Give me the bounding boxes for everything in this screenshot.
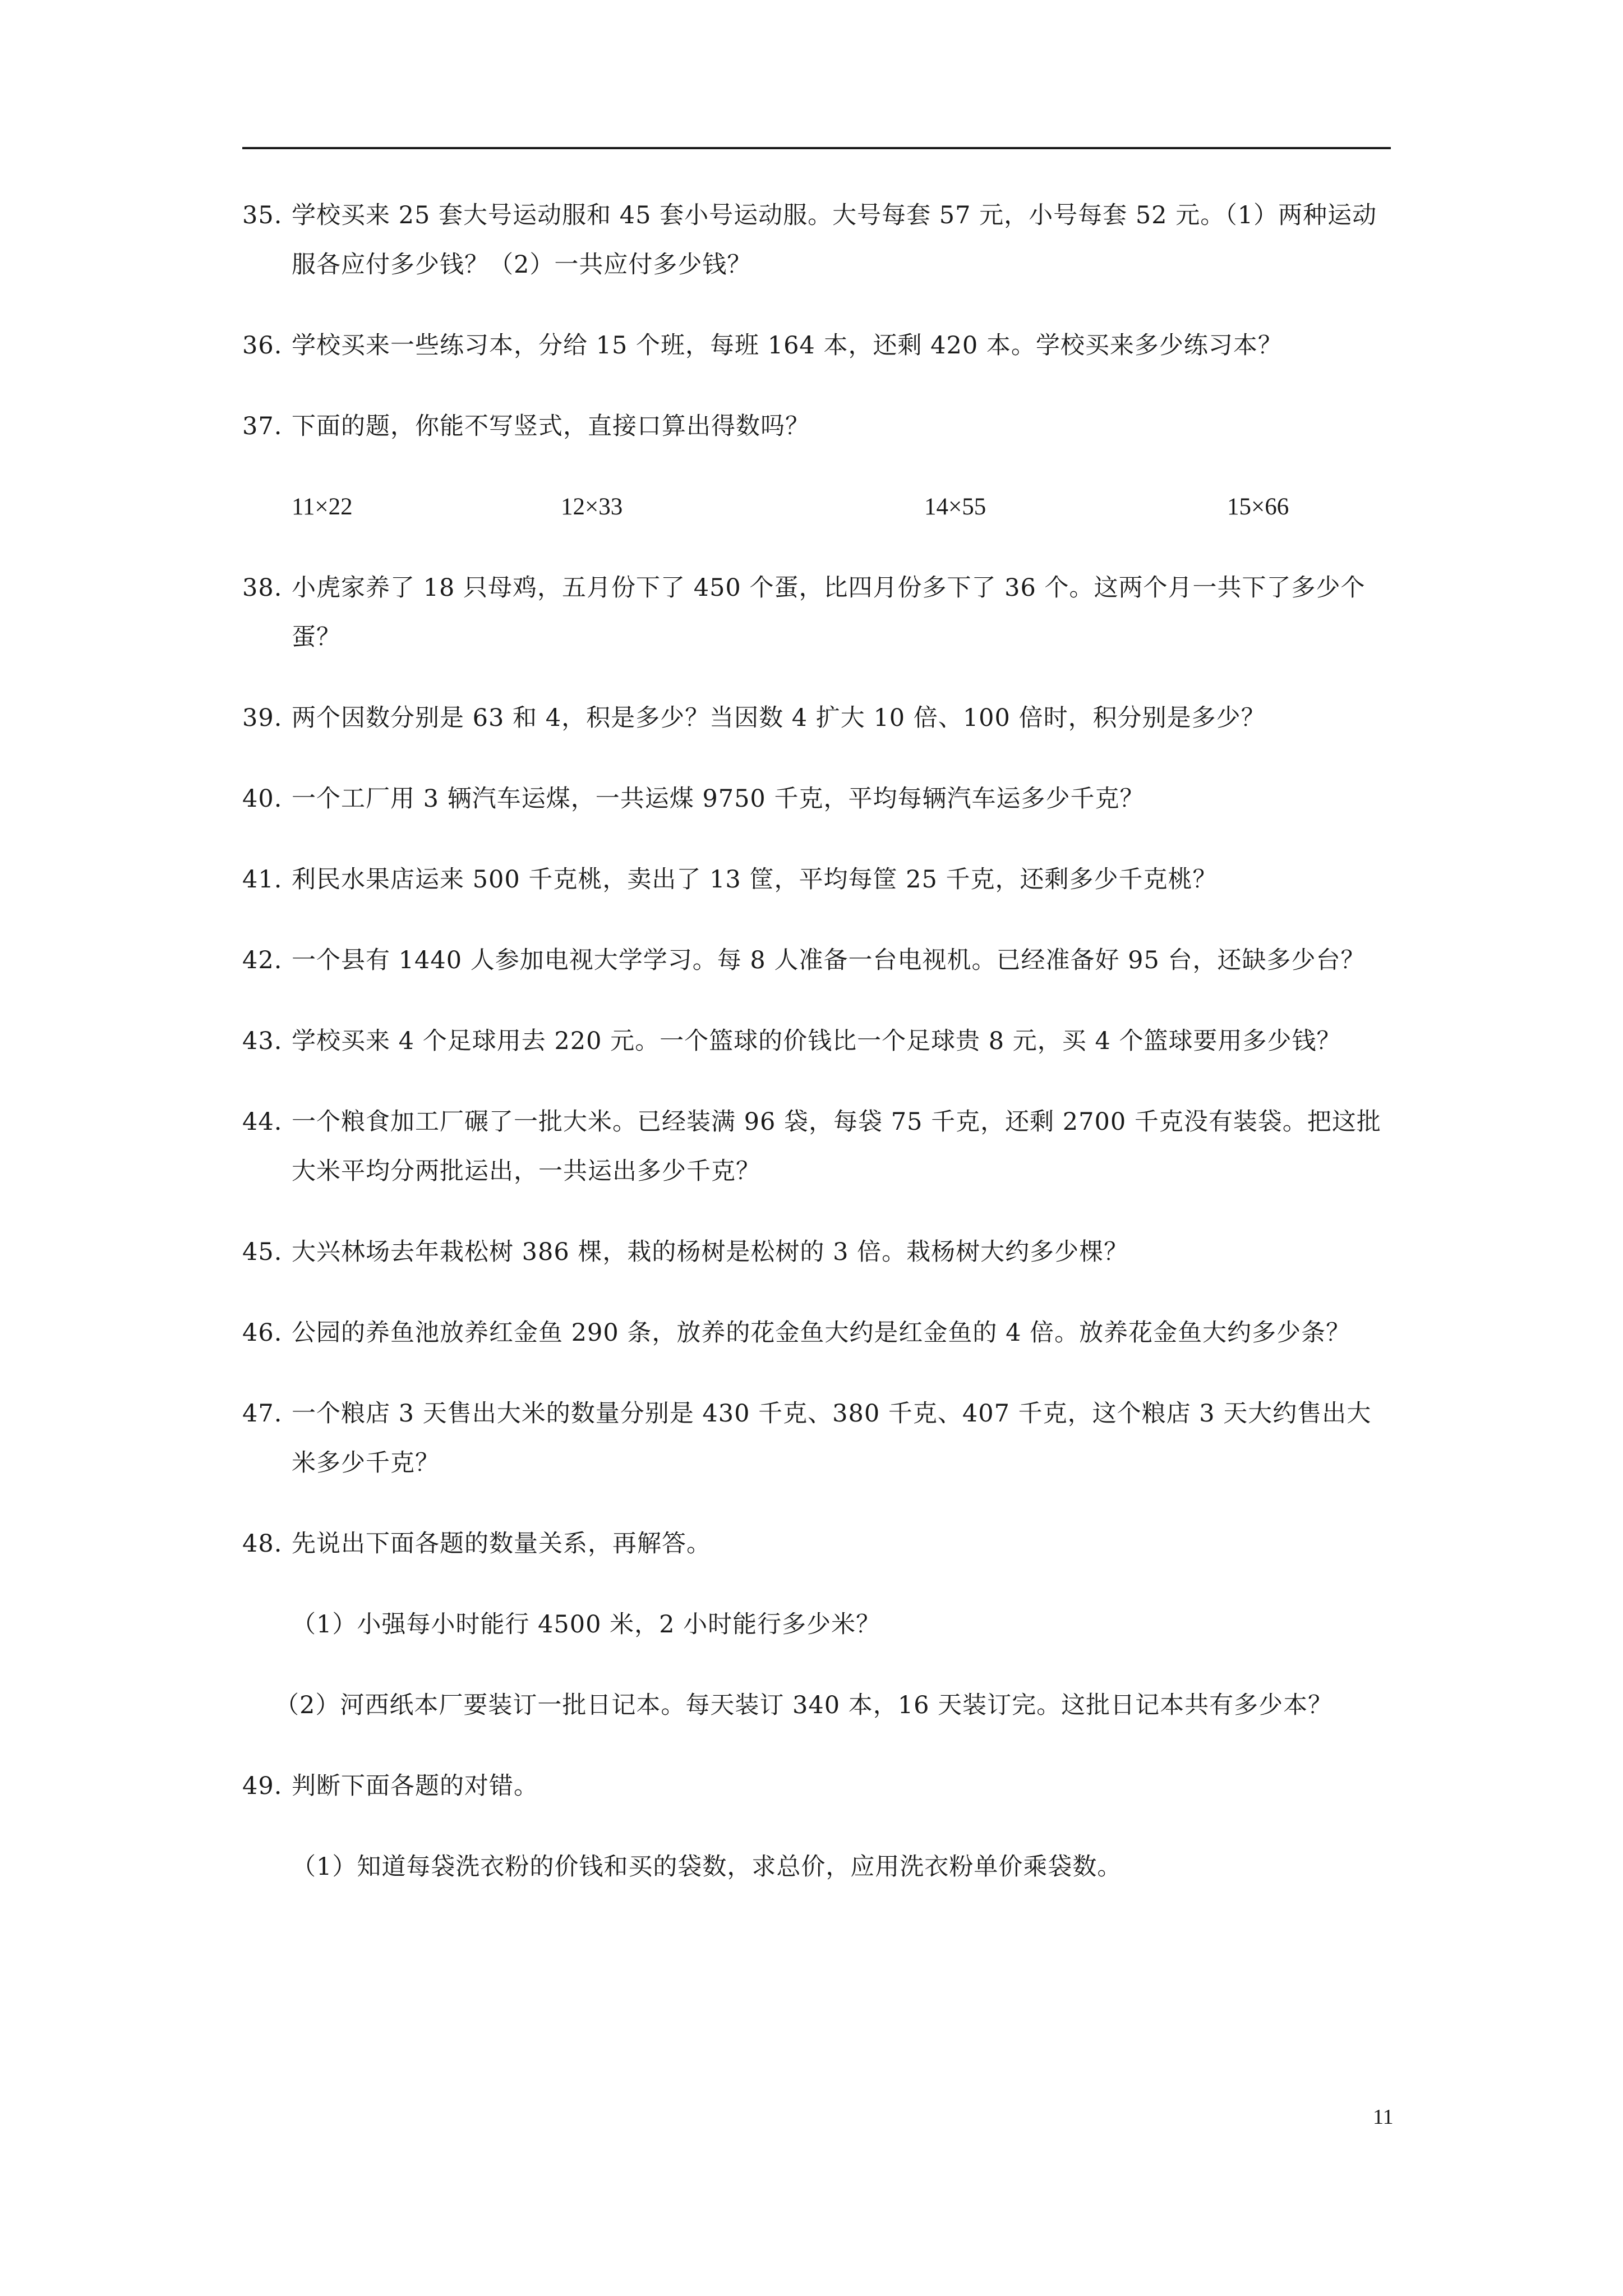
question-text: 判断下面各题的对错。 bbox=[292, 1772, 538, 1800]
question-text: 公园的养鱼池放养红金鱼 290 条，放养的花金鱼大约是红金鱼的 4 倍。放养花金鱼大约多少条？ bbox=[292, 1319, 1351, 1347]
question-36 bbox=[242, 321, 1392, 370]
question-49 bbox=[242, 1761, 1392, 1811]
question-number: 38. bbox=[242, 574, 283, 602]
question-text: 一个粮食加工厂碾了一批大米。已经装满 96 袋，每袋 75 千克，还剩 2700 千克没有装袋。把这批大米平均分两批运出，一共运出多少千克？ bbox=[292, 1108, 1381, 1185]
question-text: 学校买来 25 套大号运动服和 45 套小号运动服。大号每套 57 元，小号每套 52 元。（1）两种运动服各应付多少钱？（2）一共应付多少钱？ bbox=[292, 201, 1377, 279]
q49-sub-1: （1）知道每袋洗衣粉的价钱和买的袋数，求总价，应用洗衣粉单价乘袋数。 bbox=[292, 1853, 1122, 1881]
question-number: 35. bbox=[242, 201, 283, 229]
calc-item: 15×66 bbox=[1227, 494, 1289, 520]
question-number: 45. bbox=[242, 1238, 283, 1266]
question-text: 两个因数分别是 63 和 4，积是多少？当因数 4 扩大 10 倍、100 倍时，积分别是多少？ bbox=[292, 704, 1266, 732]
question-41 bbox=[242, 855, 1392, 904]
calc-item: 14×55 bbox=[924, 494, 986, 520]
question-number: 44. bbox=[242, 1108, 283, 1136]
header-rule bbox=[242, 147, 1391, 149]
question-number: 40. bbox=[242, 785, 283, 813]
question-number: 42. bbox=[242, 946, 283, 974]
question-number: 49. bbox=[242, 1772, 283, 1800]
q37-calculations bbox=[242, 482, 1392, 532]
question-42 bbox=[242, 936, 1392, 985]
question-text: 利民水果店运来 500 千克桃，卖出了 13 筐，平均每筐 25 千克，还剩多少千克桃？ bbox=[292, 866, 1218, 894]
question-35 bbox=[242, 191, 1392, 289]
question-text: 一个粮店 3 天售出大米的数量分别是 430 千克、380 千克、407 千克，这个粮店 3 天大约售出大米多少千克？ bbox=[292, 1400, 1372, 1477]
question-text: 先说出下面各题的数量关系，再解答。 bbox=[292, 1530, 711, 1558]
q48-sub-1: （1）小强每小时能行 4500 米，2 小时能行多少米？ bbox=[292, 1611, 881, 1639]
question-number: 43. bbox=[242, 1027, 283, 1055]
question-43 bbox=[242, 1016, 1392, 1066]
question-44 bbox=[242, 1097, 1392, 1196]
question-number: 41. bbox=[242, 866, 283, 894]
q48-sub-2: （2）河西纸本厂要装订一批日记本。每天装订 340 本，16 天装订完。这批日记本共有多少本？ bbox=[275, 1691, 1333, 1719]
question-40 bbox=[242, 774, 1392, 823]
question-number: 48. bbox=[242, 1530, 283, 1558]
question-39 bbox=[242, 693, 1392, 743]
question-text: 一个工厂用 3 辆汽车运煤，一共运煤 9750 千克，平均每辆汽车运多少千克？ bbox=[292, 785, 1145, 813]
question-48 bbox=[242, 1519, 1392, 1568]
question-47 bbox=[242, 1389, 1392, 1488]
question-number: 37. bbox=[242, 412, 283, 440]
question-text: 小虎家养了 18 只母鸡，五月份下了 450 个蛋，比四月份多下了 36 个。这两个月一共下了多少个蛋？ bbox=[292, 574, 1366, 651]
calc-item: 11×22 bbox=[292, 494, 353, 520]
question-text: 下面的题，你能不写竖式，直接口算出得数吗？ bbox=[292, 412, 810, 440]
question-45 bbox=[242, 1227, 1392, 1277]
question-46 bbox=[242, 1308, 1392, 1358]
question-37 bbox=[242, 402, 1392, 451]
question-list bbox=[242, 191, 1392, 1923]
question-text: 大兴林场去年栽松树 386 棵，栽的杨树是松树的 3 倍。栽杨树大约多少棵？ bbox=[292, 1238, 1129, 1266]
question-number: 47. bbox=[242, 1400, 283, 1428]
question-number: 39. bbox=[242, 704, 283, 732]
question-38 bbox=[242, 563, 1392, 662]
question-text: 学校买来 4 个足球用去 220 元。一个篮球的价钱比一个足球贵 8 元，买 4 个篮球要用多少钱？ bbox=[292, 1027, 1341, 1055]
question-text: 学校买来一些练习本，分给 15 个班，每班 164 本，还剩 420 本。学校买来多少练习本？ bbox=[292, 332, 1283, 360]
page-number: 11 bbox=[1373, 2105, 1394, 2129]
question-text: 一个县有 1440 人参加电视大学学习。每 8 人准备一台电视机。已经准备好 95 台，还缺多少台？ bbox=[292, 946, 1366, 974]
question-number: 46. bbox=[242, 1319, 283, 1347]
calc-item: 12×33 bbox=[561, 494, 623, 520]
question-number: 36. bbox=[242, 332, 283, 360]
